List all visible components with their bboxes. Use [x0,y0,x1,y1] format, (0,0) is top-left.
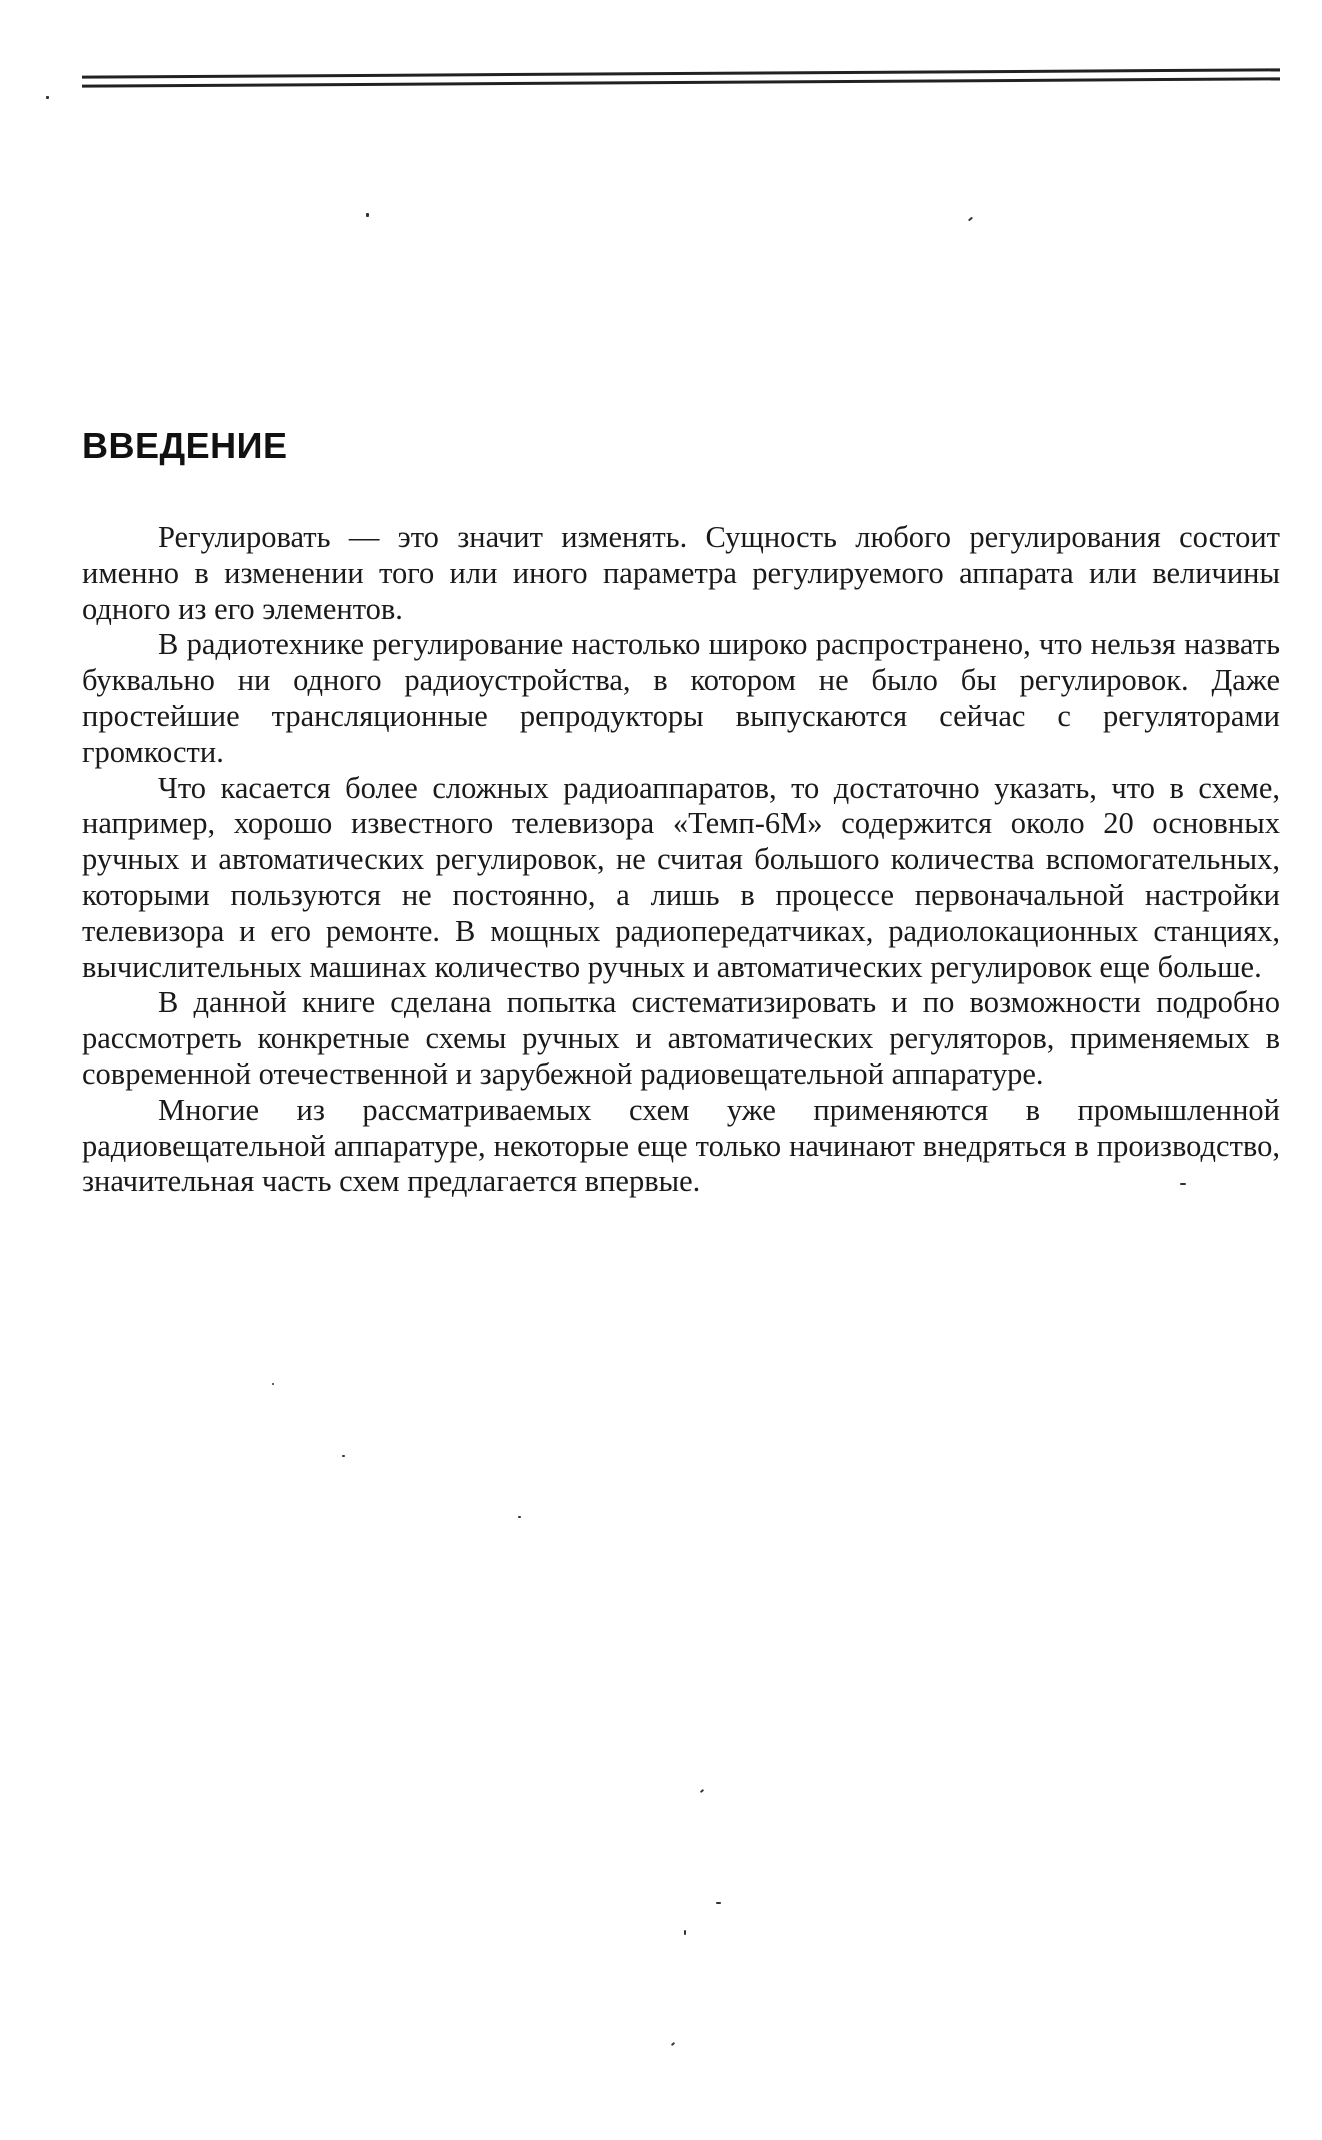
paragraph: Многие из рассматриваемых схем уже применяются в промышленной радиовещательной аппаратуре, некоторые еще только начинают внедряться в производство, значительная часть схем предлагается впервые. [82,1092,1280,1199]
scan-speck [684,1930,686,1935]
scan-speck [342,1455,345,1457]
top-rule-line [82,77,1280,87]
paragraph: В данной книге сделана попытка систематизировать и по возможности подробно рассмотреть конкретные схемы ручных и автоматических регуляторов, применяемых в современной отечественной и зарубежной радиовещательной аппаратуре. [82,985,1280,1091]
body-text [82,520,1280,1200]
scan-speck [46,96,49,99]
top-rule-line [82,68,1280,78]
scan-speck [968,217,973,222]
scan-speck [518,1516,521,1518]
scan-speck [716,1902,721,1904]
paragraph: Регулировать — это значит изменять. Сущность любого регулирования состоит именно в изменении того или иного параметра регулируемого аппарата или величины одного из его элементов. [82,520,1280,626]
top-rule [82,72,1280,86]
scan-speck [700,1789,704,1793]
paragraph: Что касается более сложных радиоаппаратов, то достаточно указать, что в схеме, например, хорошо известного телевизора «Темп-6М» содержится около 20 основных ручных и автоматических регулировок, не считая большого количества вспомогательных, которыми пользуются не постоянно, а лишь в процессе первоначальной настройки телевизора и его ремонте. В мощных радиопередатчиках, радиолокационных станциях, вычислительных машинах количество ручных и автоматических регулировок еще больше. [82,770,1280,984]
scan-speck [366,213,369,217]
page-title: ВВЕДЕНИЕ [82,425,288,466]
paragraph: В радиотехнике регулирование настолько широко распространено, что нельзя назвать буквально ни одного радиоустройства, в котором не было бы регулировок. Даже простейшие трансляционные репродукторы выпускаются сейчас с регуляторами громкости. [82,627,1280,769]
scan-speck [671,2042,675,2046]
scan-speck [272,1383,274,1385]
